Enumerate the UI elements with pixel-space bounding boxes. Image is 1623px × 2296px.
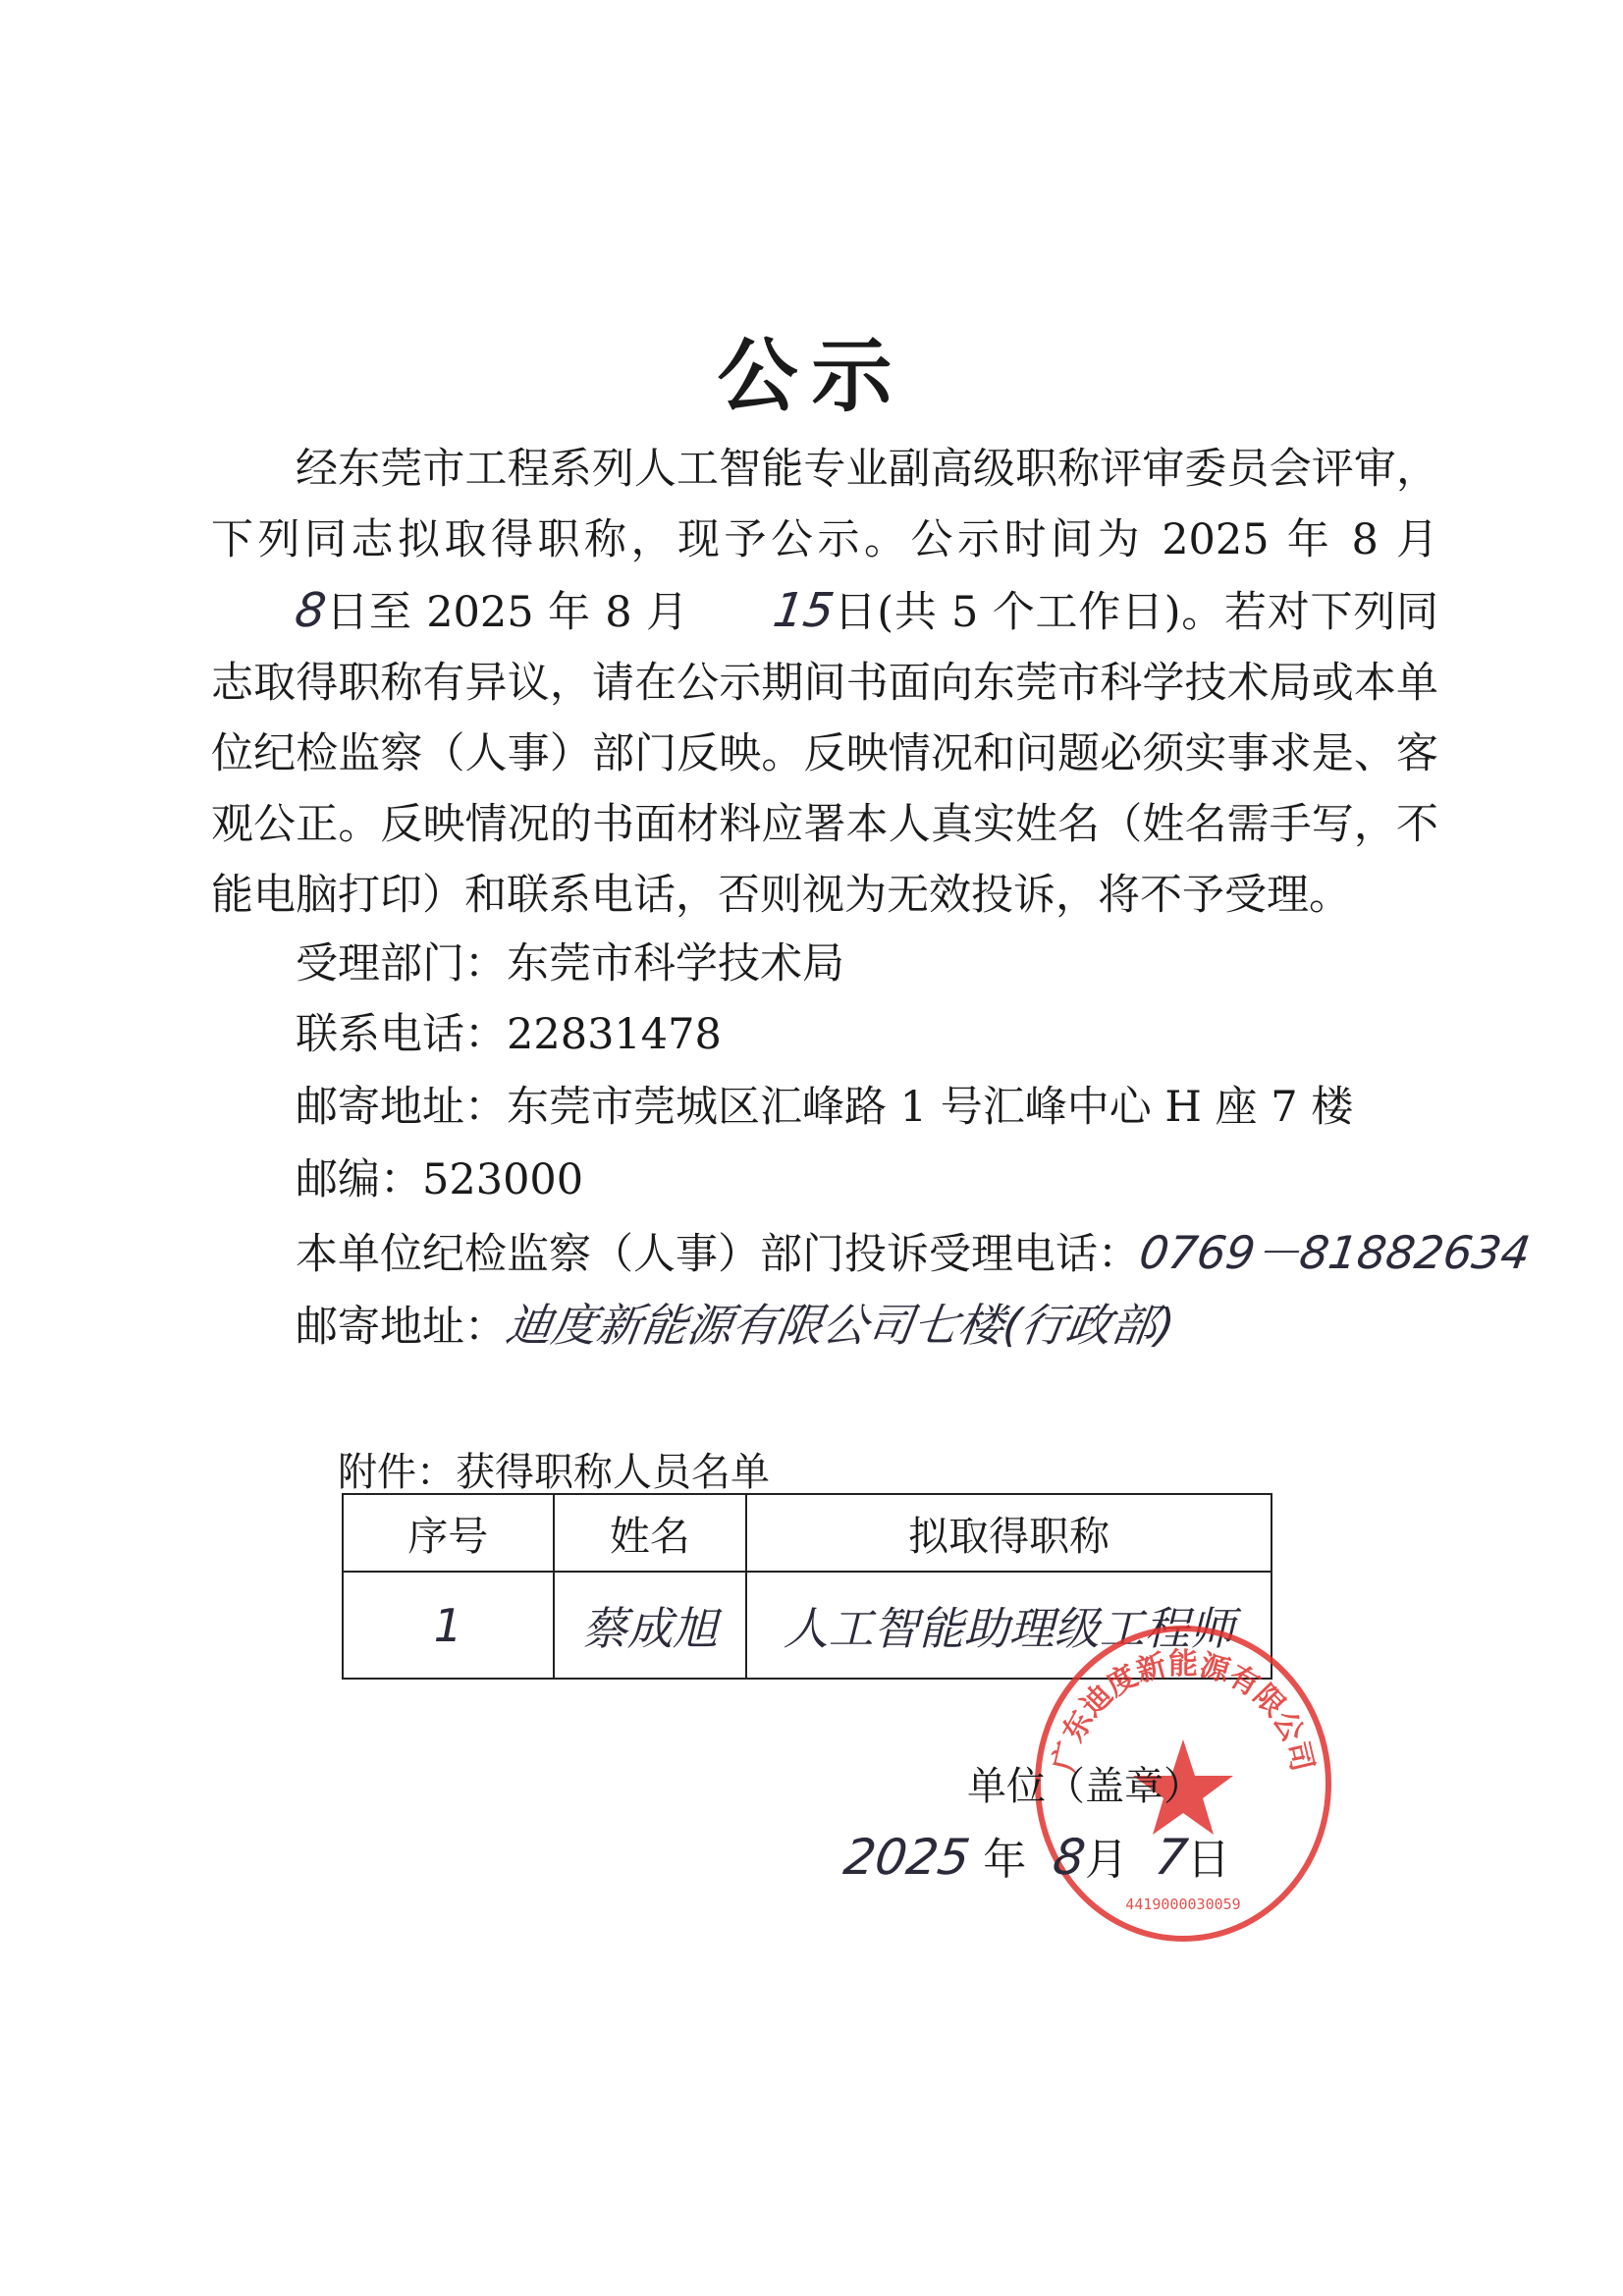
- handwritten-start-day: 8: [292, 583, 330, 638]
- seal-name-text: 广东迪度新能源有限公司: [1047, 1647, 1320, 1775]
- unit-phone-line: [296, 1223, 1534, 1284]
- postcode-line: [296, 1150, 583, 1209]
- para-text-1: 经东莞市工程系列人工智能专业副高级职称评审委员会评审，下列同志拟取得职称，现予公示。公示时间为 2025 年 8 月: [211, 445, 1438, 564]
- seal-code: 4419000030059: [1125, 1896, 1241, 1913]
- header-title: 拟取得职称: [746, 1494, 1271, 1572]
- handwritten-unit-phone: 0769－81882634: [1136, 1226, 1534, 1279]
- para-text-2: 日至 2025 年 8 月: [325, 588, 689, 637]
- attachment-label: 附件：获得职称人员名单: [338, 1450, 770, 1495]
- page-title: 公示: [717, 330, 906, 423]
- handwritten-year: 2025: [839, 1829, 974, 1886]
- month-suffix: 月: [1085, 1835, 1129, 1885]
- cell-title: 人工智能助理级工程师: [746, 1572, 1271, 1679]
- header-index: 序号: [343, 1494, 554, 1572]
- address-label: 邮寄地址：: [296, 1083, 507, 1132]
- handwritten-day: 7: [1151, 1829, 1191, 1886]
- postcode-label: 邮编：: [296, 1155, 422, 1204]
- para-text-3: 日(共 5 个工作日)。若对下列同志取得职称有异议，请在公示期间书面向东莞市科学技术局或本单位纪检监察（人事）部门反映。反映情况和问题必须实事求是、客观公正。反映情况的书面材料应署本人真实姓名（姓名需手写，不能电脑打印）和联系电话，否则视为无效投诉，将不予受理。: [211, 588, 1438, 920]
- cell-name: 蔡成旭: [554, 1572, 747, 1679]
- cell-index: 1: [343, 1572, 554, 1679]
- phone-value: 22831478: [507, 1010, 722, 1059]
- year-suffix: 年: [983, 1835, 1027, 1885]
- phone-line: [296, 1005, 722, 1064]
- announcement-paragraph: [211, 434, 1438, 931]
- dept-value: 东莞市科学技术局: [507, 939, 844, 988]
- table-header-row: [343, 1494, 1271, 1572]
- signature-date: [839, 1824, 1230, 1887]
- handwritten-unit-address: 迪度新能源有限公司七楼(行政部): [503, 1299, 1178, 1352]
- dept-line: [296, 934, 844, 993]
- address-line: [296, 1078, 1353, 1137]
- unit-address-label: 邮寄地址：: [296, 1303, 507, 1352]
- unit-phone-label: 本单位纪检监察（人事）部门投诉受理电话：: [296, 1230, 1140, 1279]
- unit-address-line: [296, 1296, 1178, 1357]
- header-name: 姓名: [554, 1494, 747, 1572]
- dept-label: 受理部门：: [296, 939, 507, 988]
- handwritten-month: 8: [1050, 1829, 1090, 1886]
- day-suffix: 日: [1186, 1835, 1230, 1885]
- signature-unit-label: 单位（盖章）: [967, 1764, 1203, 1809]
- postcode-value: 523000: [422, 1155, 584, 1204]
- phone-label: 联系电话：: [296, 1010, 507, 1059]
- address-value: 东莞市莞城区汇峰路 1 号汇峰中心 H 座 7 楼: [507, 1083, 1354, 1132]
- handwritten-end-day: 15: [769, 583, 838, 638]
